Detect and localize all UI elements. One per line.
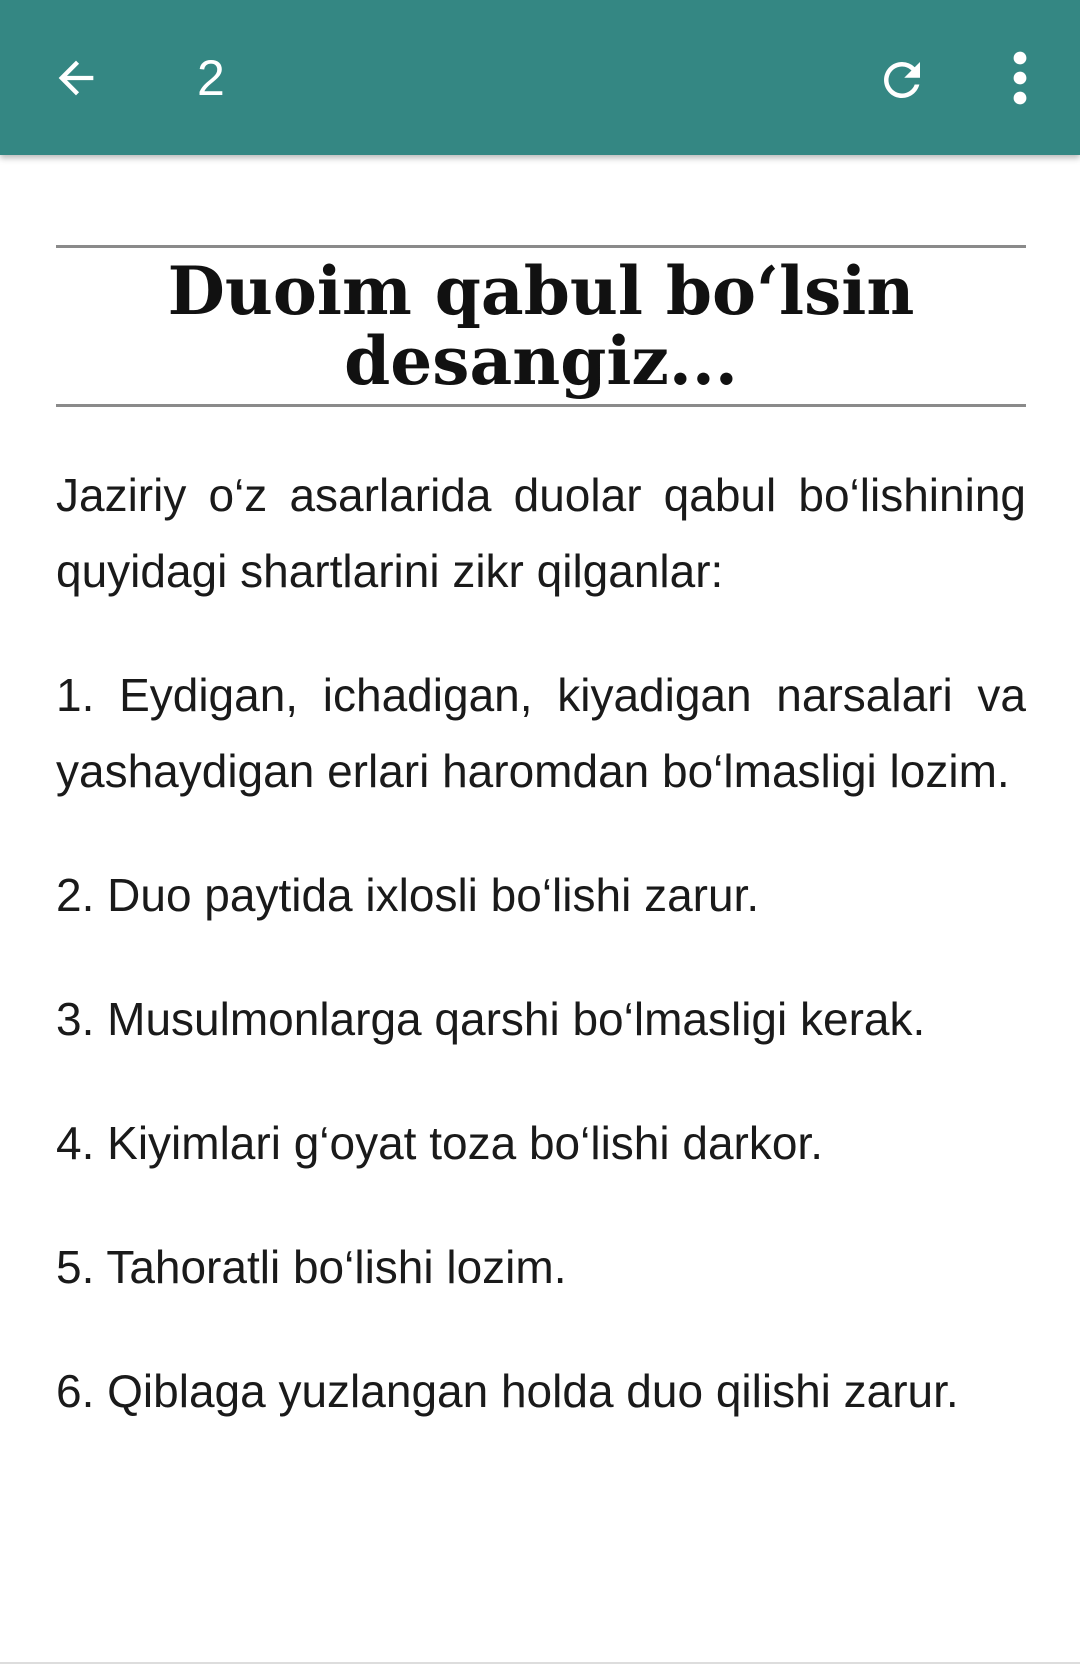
page-title: 2 [197, 50, 225, 106]
bottom-divider [0, 1662, 1080, 1664]
more-vert-icon[interactable] [1000, 50, 1040, 106]
heading-top-divider [56, 245, 1026, 248]
refresh-icon[interactable] [875, 53, 929, 107]
list-item: 6. Qiblaga yuzlangan holda duo qilishi zarur. [56, 1365, 959, 1417]
heading-bottom-divider [56, 404, 1026, 407]
list-item: 1. Eydigan, ichadigan, kiyadigan narsalari va yashaydigan erlari haromdan bo‘lmasligi lozim. [56, 669, 1026, 797]
list-item: 3. Musulmonlarga qarshi bo‘lmasligi kerak. [56, 993, 926, 1045]
article-intro: Jaziriy o‘z asarlarida duolar qabul bo‘lishining quyidagi shartlarini zikr qilganlar: [56, 469, 1026, 597]
arrow-left-icon[interactable] [50, 52, 102, 104]
list-item: 5. Tahoratli bo‘lishi lozim. [56, 1241, 567, 1293]
article [56, 245, 1026, 1429]
app-bar [0, 0, 1080, 155]
list-item: 2. Duo paytida ixlosli bo‘lishi zarur. [56, 869, 760, 921]
article-heading: Duoim qabul bo‘lsin desangiz... [167, 252, 915, 400]
list-item: 4. Kiyimlari g‘oyat toza bo‘lishi darkor. [56, 1117, 823, 1169]
